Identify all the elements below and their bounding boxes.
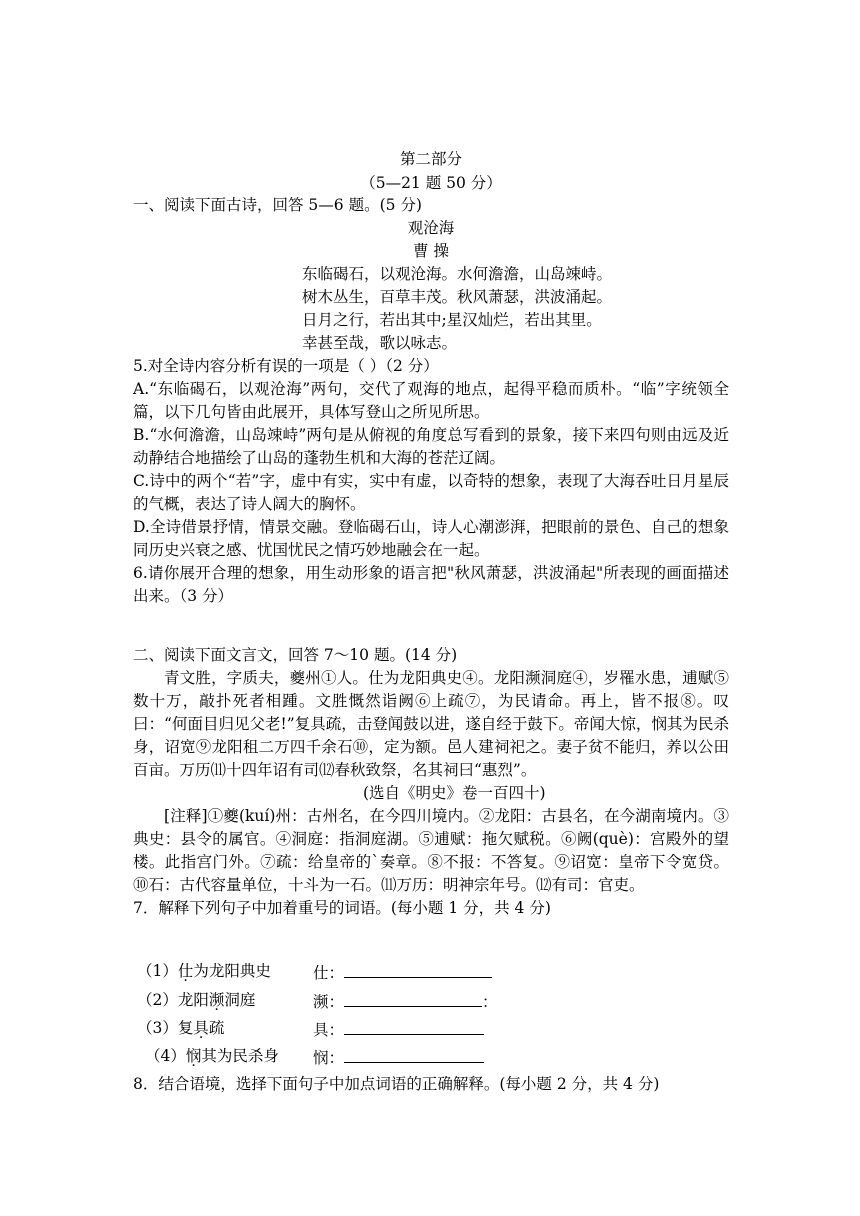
question-5-option-b: B.“水何澹澹，山岛竦峙”两句是从俯视的角度总写看到的景象，接下来四句则由远及近动静结合地描绘了山岛的蓬勃生机和大海的苍茫辽阔。 (133, 426, 729, 467)
section2-heading: 二、阅读下面文言文，回答 7～10 题。(14 分) (133, 646, 458, 664)
question-7-stem: 7．解释下列句子中加着重号的词语。(每小题 1 分，共 4 分) (133, 899, 551, 917)
passage-notes: [注释]①夔(kuí)州：古州名，在今四川境内。②龙阳：古县名，在今湖南境内。③典史：县令的属官。④洞庭：指洞庭湖。⑤逋赋：拖欠赋税。⑥阙(què)：宫殿外的望楼。此指宫门外。⑦疏：给皇帝的`奏章。⑧不报：不答复。⑨诏宽：皇帝下令宽贷。⑩石：古代容量单位，十斗为一石。⑾万历：明神宗年号。⑿有司：官吏。 (133, 807, 729, 894)
q7-item-3: （3）复具疏 (137, 1019, 225, 1037)
poem-line: 日月之行，若出其中;星汉灿烂，若出其里。 (302, 311, 602, 329)
poem-author: 曹 操 (413, 242, 449, 260)
part-range: （5—21 题 50 分） (360, 174, 502, 192)
q7-item-2: （2）龙阳濒洞庭 (137, 991, 256, 1009)
question-5-option-c: C.诗中的两个“若”字，虚中有实，实中有虚，以奇特的想象，表现了大海吞吐日月星辰的气概，表达了诗人阔大的胸怀。 (133, 472, 729, 513)
answer-blank[interactable] (344, 989, 482, 1007)
poem-title: 观沧海 (407, 219, 455, 237)
poem-line: 东临碣石，以观沧海。水何澹澹，山岛竦峙。 (302, 265, 613, 283)
question-8-stem: 8．结合语境，选择下面句子中加点词语的正确解释。(每小题 2 分，共 4 分) (133, 1075, 660, 1093)
emphasis-word: 具 (193, 1019, 209, 1037)
answer-blank[interactable] (344, 1017, 484, 1035)
q7-item-1: （1）仕为龙阳典史 (137, 962, 271, 980)
q7-answer-2: 濒： ： (313, 989, 498, 1014)
passage-source: (选自《明史》卷一百四十) (363, 784, 546, 802)
question-5-option-a: A.“东临碣石，以观沧海”两句，交代了观海的地点，起得平稳而质朴。“临”字统领全篇，以下几句皆由此展开，具体写登山之所见所思。 (133, 380, 729, 421)
q7-answer-3: 具： (313, 1017, 484, 1042)
emphasis-word: 仕 (177, 962, 194, 980)
answer-blank[interactable] (344, 1045, 484, 1063)
section1-heading: 一、阅读下面古诗，回答 5—6 题。(5 分) (133, 196, 422, 214)
answer-blank[interactable] (344, 960, 492, 978)
question-6: 6.请你展开合理的想象，用生动形象的语言把"秋风萧瑟，洪波涌起"所表现的画面描述出来。（3 分） (133, 564, 729, 605)
poem-body (302, 263, 722, 355)
part-title: 第二部分 (399, 150, 462, 168)
q7-answer-4: 悯： (313, 1045, 484, 1070)
question-5 (133, 355, 729, 608)
poem-line: 幸甚至哉，歌以咏志。 (302, 334, 458, 352)
question-5-stem: 5.对全诗内容分析有误的一项是（ ）（2 分） (133, 357, 439, 375)
question-5-option-d: D.全诗借景抒情，情景交融。登临碣石山，诗人心潮澎湃，把眼前的景色、自己的想象同历史兴衰之感、忧国忧民之情巧妙地融会在一起。 (133, 518, 729, 559)
passage-block (133, 667, 729, 920)
emphasis-word: 濒 (208, 991, 225, 1009)
q7-item-4: （4）悯其为民杀身 (145, 1047, 279, 1065)
classical-passage: 青文胜，字质夫，夔州①人。仕为龙阳典史④。龙阳濒洞庭④，岁罹水患，逋赋⑤数十万，敲扑死者相踵。文胜慨然诣阙⑥上疏⑦，为民请命。再上，皆不报⑧。叹曰：“何面目归见父老!”复具疏，击登闻鼓以进，遂自经于鼓下。帝闻大惊，悯其为民杀身，诏宽⑨龙阳租二万四千余石⑩，定为额。邑人建祠祀之。妻子贫不能归，养以公田百亩。万历⑾十四年诏有司⑿春秋致祭，名其祠曰“惠烈”。 (133, 669, 729, 779)
q7-answer-1: 仕： (313, 960, 492, 985)
emphasis-word: 悯 (185, 1047, 202, 1065)
poem-line: 树木丛生，百草丰茂。秋风萧瑟，洪波涌起。 (302, 288, 613, 306)
